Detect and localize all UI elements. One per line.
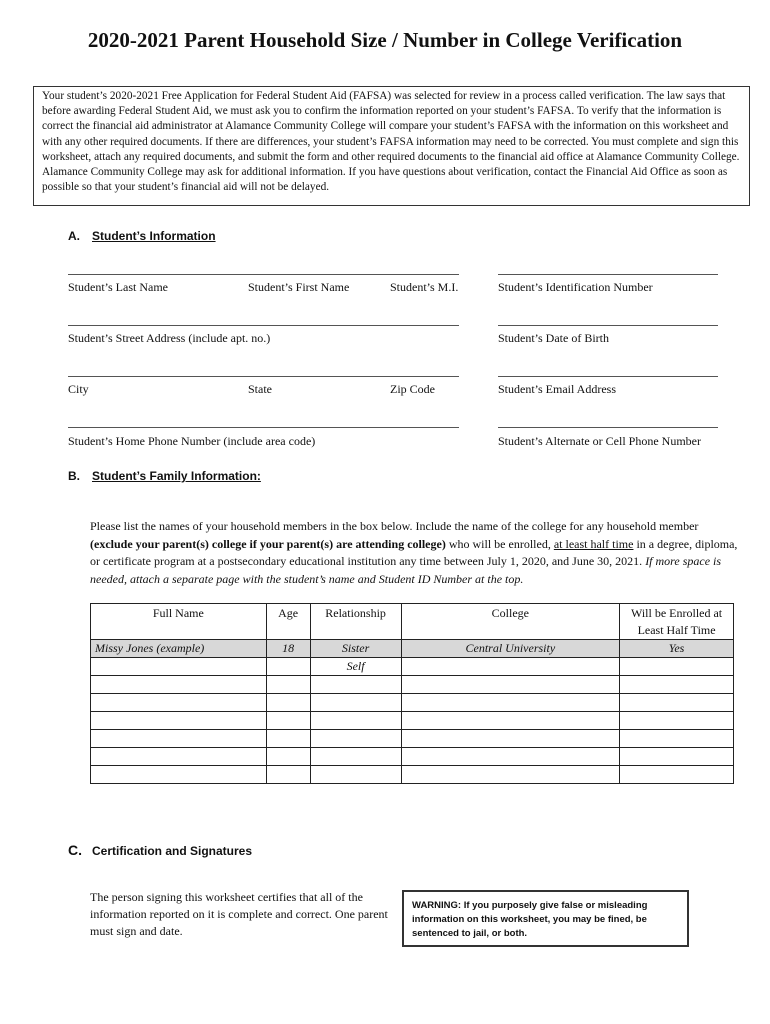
family-instructions: Please list the names of your household members in the box below. Include the name of the college for any household member (exclude your parent(s) college if your parent(s) are attending college) who will be enrolled, at least half time in a degree, diploma, or certificate program at a postsecondary educational institution any time between July 1, 2020, and June 30, 2021. If more space is needed, attach a separate page with the student’s name and Student ID Number at the top.	[90, 519, 738, 586]
enrolled-cell[interactable]	[620, 658, 734, 676]
example-college: Central University	[401, 640, 620, 658]
col-enrolled: Will be Enrolled at Least Half Time	[620, 604, 734, 640]
warning-box: WARNING: If you purposely give false or misleading information on this worksheet, you may be fined, be sentenced to jail, or both.	[402, 890, 689, 947]
col-age: Age	[266, 604, 310, 640]
certification-text: The person signing this worksheet certifies that all of the information reported on it is complete and correct. One parent must sign and date.	[90, 890, 388, 938]
id-number-label: Student’s Identification Number	[498, 280, 653, 294]
relationship-self-cell[interactable]: Self	[310, 658, 401, 676]
zip-label: Zip Code	[390, 382, 435, 396]
example-row	[91, 640, 734, 658]
home-phone-line[interactable]	[68, 427, 459, 428]
household-table	[90, 603, 734, 784]
table-row[interactable]	[91, 766, 734, 784]
table-row[interactable]	[91, 730, 734, 748]
table-row[interactable]	[91, 676, 734, 694]
exclude-note: (exclude your parent(s) college if your parent(s) are attending college)	[90, 536, 446, 551]
email-line[interactable]	[498, 376, 718, 377]
state-label: State	[248, 382, 272, 396]
section-c-heading	[68, 842, 252, 860]
half-time-note: at least half time	[553, 536, 634, 551]
section-b-title: Student’s Family Information:	[92, 469, 261, 483]
mi-label: Student’s M.I.	[390, 280, 459, 294]
table-row[interactable]	[91, 658, 734, 676]
section-a-letter: A.	[68, 229, 80, 243]
intro-box: Your student’s 2020-2021 Free Application for Federal Student Aid (FAFSA) was selected for review in a process called verification. The law says that before awarding Federal Student Aid, we must ask you to confirm the information reported on your student’s FAFSA. To verify that the information is correct the financial aid administrator at Alamance Community College will compare your student’s FAFSA with the information on this worksheet and with any other required documents. If there are differences, your student’s FAFSA information may need to be corrected. You must complete and sign this worksheet, attach any required documents, and submit the form and other required documents to the financial aid office at Alamance Community College. Alamance Community College may ask for additional information. If you have questions about verification, contact the Financial Aid Office as soon as possible so that your student’s financial aid will not be delayed.	[33, 86, 750, 206]
section-c-title: Certification and Signatures	[92, 844, 253, 858]
dob-line[interactable]	[498, 325, 718, 326]
table-row[interactable]	[91, 748, 734, 766]
section-b-letter: B.	[68, 469, 80, 483]
id-number-line[interactable]	[498, 274, 718, 275]
last-name-label: Student’s Last Name	[68, 280, 168, 294]
table-header-row	[91, 604, 734, 640]
example-age: 18	[266, 640, 310, 658]
col-full-name: Full Name	[91, 604, 267, 640]
page-title: 2020-2021 Parent Household Size / Number in College Verification	[87, 28, 683, 52]
section-a-heading	[68, 229, 216, 243]
col-relationship: Relationship	[310, 604, 401, 640]
col-college: College	[401, 604, 620, 640]
city-state-zip-line[interactable]	[68, 376, 459, 377]
section-b-heading	[68, 469, 261, 483]
first-name-label: Student’s First Name	[248, 280, 350, 294]
name-line[interactable]	[68, 274, 459, 275]
dob-label: Student’s Date of Birth	[498, 331, 609, 345]
alt-phone-line[interactable]	[498, 427, 718, 428]
section-a-title: Student’s Information	[92, 229, 216, 243]
example-relationship: Sister	[310, 640, 401, 658]
street-line[interactable]	[68, 325, 459, 326]
email-label: Student’s Email Address	[498, 382, 616, 396]
street-label: Student’s Street Address (include apt. no.)	[68, 331, 271, 345]
extra-space-note: If more space is needed, attach a separate page with the student’s name and Student ID Number at the top.	[90, 554, 722, 586]
example-enrolled: Yes	[620, 640, 734, 658]
section-c-letter: C.	[68, 842, 82, 858]
table-row[interactable]	[91, 694, 734, 712]
city-label: City	[68, 382, 89, 396]
alt-phone-label: Student’s Alternate or Cell Phone Number	[498, 434, 701, 448]
name-cell[interactable]	[91, 658, 267, 676]
age-cell[interactable]	[266, 658, 310, 676]
home-phone-label: Student’s Home Phone Number (include area code)	[68, 434, 316, 448]
example-name: Missy Jones (example)	[91, 640, 267, 658]
college-cell[interactable]	[401, 658, 620, 676]
table-row[interactable]	[91, 712, 734, 730]
